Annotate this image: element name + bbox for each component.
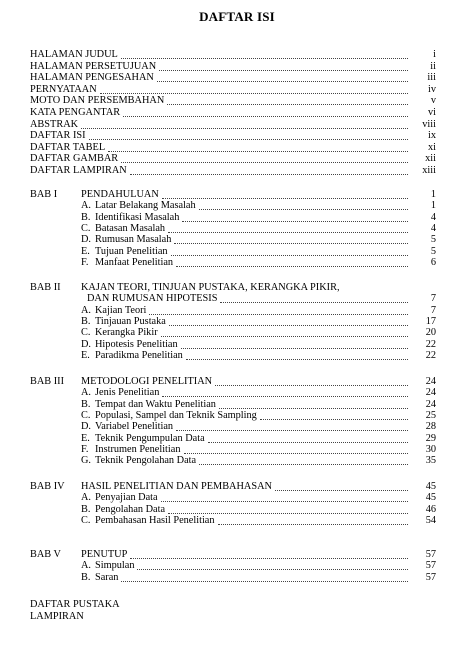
dot-leader [159,69,408,71]
page-number: 54 [425,514,436,526]
section-letter: A. [81,200,92,212]
section-letter: F. [81,443,89,455]
dot-leader [176,265,408,267]
section-label: Kerangka Pikir [95,327,158,339]
section-label: Tujuan Penelitian [95,245,168,257]
page-number: i [433,49,436,60]
page-number: 17 [425,315,436,327]
dot-leader [121,580,408,582]
entry-label: KATA PENGANTAR [30,107,121,118]
dot-leader [130,557,408,559]
page-number: xi [427,141,436,153]
page-number: 25 [425,409,436,421]
dot-leader [100,92,408,94]
section-letter: E. [81,432,90,444]
dot-leader [199,463,408,465]
section-letter: B. [81,503,91,515]
dot-leader [182,220,408,222]
dot-leader [176,429,408,431]
page-number: 6 [430,256,436,268]
toc-entry [0,84,474,96]
entry-label: HALAMAN JUDUL [30,49,118,60]
section-letter: E. [81,245,90,257]
section-letter: A. [81,560,92,572]
section-label: Simpulan [95,560,135,572]
section-label: Paradikma Penelitian [95,349,183,361]
section-letter: A. [81,492,92,504]
entry-label: ABSTRAK [30,118,79,130]
section-entry [0,421,474,433]
dot-leader [167,103,408,105]
page-number: 1 [430,200,436,212]
page-number: 45 [425,481,436,492]
dot-leader [81,127,408,129]
chapter-title: HASIL PENELITIAN DAN PEMBAHASAN [81,481,272,492]
chapter-title: DAN RUMUSAN HIPOTESIS [87,293,218,305]
toc-entry [0,165,474,177]
dot-leader [121,57,408,59]
dot-leader [219,407,408,409]
toc-entry [0,95,474,107]
dot-leader [137,568,408,570]
section-letter: C. [81,514,91,526]
page-number: iv [427,83,436,95]
dot-leader [108,150,408,152]
toc-entry [0,72,474,84]
page-number: 5 [430,245,436,257]
section-letter: E. [81,349,90,361]
entry-label: DAFTAR GAMBAR [30,153,119,165]
chapter-heading [0,189,474,201]
chapter-heading [0,481,474,493]
section-letter: G. [81,455,92,467]
section-letter: D. [81,338,92,350]
section-label: Pembahasan Hasil Penelitian [95,514,215,526]
entry-label: PERNYATAAN [30,83,97,95]
section-label: Latar Belakang Masalah [95,200,196,212]
page-number: xii [425,153,436,165]
section-label: Tempat dan Waktu Penelitian [95,398,216,410]
toc-entry [0,119,474,131]
dot-leader [149,313,408,315]
section-label: Jenis Penelitian [95,387,160,399]
section-label: Hipotesis Penelitian [95,338,178,350]
entry-label: DAFTAR LAMPIRAN [30,165,127,176]
chapter-heading [0,376,474,388]
dot-leader [199,208,408,210]
section-label: Tinjauan Pustaka [95,315,166,327]
dot-leader [161,335,408,337]
dot-leader [174,242,408,244]
page-number: 4 [430,211,436,223]
section-label: Instrumen Penelitian [95,443,181,455]
chapter-number: BAB II [30,282,61,293]
page-number: 24 [425,398,436,410]
section-letter: A. [81,304,92,316]
dot-leader [130,173,408,175]
entry-label: LAMPIRAN [30,611,84,622]
section-letter: C. [81,327,91,339]
section-label: Penyajian Data [95,492,158,504]
dot-leader [218,523,408,525]
page-number: 29 [425,432,436,444]
dot-leader [168,512,408,514]
section-letter: B. [81,398,91,410]
dot-leader [275,489,408,491]
entry-label: DAFTAR PUSTAKA [30,599,120,610]
section-entry [0,257,474,269]
page-number: 57 [425,560,436,572]
page-number: viii [422,118,436,130]
page-number: 24 [425,376,436,387]
section-entry [0,433,474,445]
chapter-title: METODOLOGI PENELITIAN [81,376,213,387]
section-label: Pengolahan Data [95,503,166,515]
entry-label: DAFTAR ISI [30,130,86,142]
page-number: 5 [430,234,436,246]
page-number: v [430,95,436,107]
section-letter: D. [81,234,92,246]
page-number: 4 [430,222,436,234]
toc-entry [0,49,474,61]
section-label: Batasan Masalah [95,222,166,234]
section-label: Variabel Penelitian [95,421,174,433]
chapter-number: BAB I [30,189,58,200]
page-number: 22 [425,338,436,350]
toc-entry [0,153,474,165]
toc-entry [0,107,474,119]
section-label: Populasi, Sampel dan Teknik Sampling [95,409,257,421]
section-entry [0,515,474,527]
section-entry [0,350,474,362]
page-title: DAFTAR ISI [199,9,275,24]
page-number: 30 [425,443,436,455]
section-letter: B. [81,211,91,223]
section-entry [0,399,474,411]
section-label: Teknik Pengumpulan Data [95,432,205,444]
section-label: Rumusan Masalah [95,234,172,246]
section-letter: B. [81,571,91,583]
page-number: 22 [425,349,436,361]
chapter-heading [0,549,474,561]
page-number: vi [427,107,436,118]
page-number: ii [430,60,436,72]
toc-entry [0,130,474,142]
page-number: 35 [425,455,436,467]
section-letter: C. [81,222,91,234]
section-label: Identifikasi Masalah [95,211,180,223]
entry-label: HALAMAN PERSETUJUAN [30,60,157,72]
chapter-title: PENUTUP [81,549,128,560]
dot-leader [220,301,408,303]
section-entry [0,387,474,399]
dot-leader [157,80,408,82]
dot-leader [181,347,408,349]
section-entry [0,316,474,328]
section-entry [0,560,474,572]
chapter-heading [0,282,474,294]
section-entry [0,492,474,504]
dot-leader [260,418,408,420]
chapter-title: KAJAN TEORI, TINJUAN PUSTAKA, KERANGKA PIKIR, [81,282,340,293]
entry-label: MOTO DAN PERSEMBAHAN [30,95,165,107]
chapter-heading [0,293,474,305]
section-entry [0,455,474,467]
dot-leader [162,197,408,199]
page-number: 20 [425,327,436,339]
section-entry [0,223,474,235]
section-entry [0,212,474,224]
section-label: Saran [95,571,119,583]
section-label: Manfaat Penelitian [95,256,174,268]
toc-entry [0,61,474,73]
page-number: 24 [425,387,436,399]
section-entry [0,572,474,584]
section-entry [0,246,474,258]
dot-leader [184,452,408,454]
section-entry [0,200,474,212]
page-number: 7 [430,293,436,305]
entry-label: DAFTAR TABEL [30,141,106,153]
dot-leader [168,231,408,233]
page-number: 46 [425,503,436,515]
entry-label: HALAMAN PENGESAHAN [30,72,154,84]
section-label: Teknik Pengolahan Data [95,455,197,467]
page-number: 57 [425,571,436,583]
section-letter: F. [81,256,89,268]
chapter-number: BAB III [30,376,65,387]
toc-entry [0,142,474,154]
back-matter-entry [0,599,474,611]
section-entry [0,444,474,456]
dot-leader [123,115,408,117]
section-letter: B. [81,315,91,327]
page-number: 57 [425,549,436,560]
section-entry [0,339,474,351]
section-letter: A. [81,387,92,399]
dot-leader [162,395,408,397]
dot-leader [169,324,408,326]
dot-leader [121,161,408,163]
dot-leader [186,358,408,360]
section-entry [0,504,474,516]
section-letter: D. [81,421,92,433]
section-entry [0,234,474,246]
section-entry [0,410,474,422]
page-number: iii [427,72,436,84]
dot-leader [171,254,408,256]
dot-leader [215,384,408,386]
chapter-number: BAB IV [30,481,65,492]
section-entry [0,305,474,317]
dot-leader [89,138,408,140]
section-label: Kajian Teori [95,304,147,316]
page-number: 7 [430,304,436,316]
chapter-number: BAB V [30,549,61,560]
page-number: 28 [425,421,436,433]
page-number: ix [427,130,436,142]
section-entry [0,327,474,339]
page-number: xiii [422,165,436,176]
section-letter: C. [81,409,91,421]
chapter-title: PENDAHULUAN [81,189,159,200]
back-matter-entry [0,611,474,623]
page-number: 1 [430,189,436,200]
dot-leader [161,500,408,502]
dot-leader [208,441,408,443]
page-number: 45 [425,492,436,504]
